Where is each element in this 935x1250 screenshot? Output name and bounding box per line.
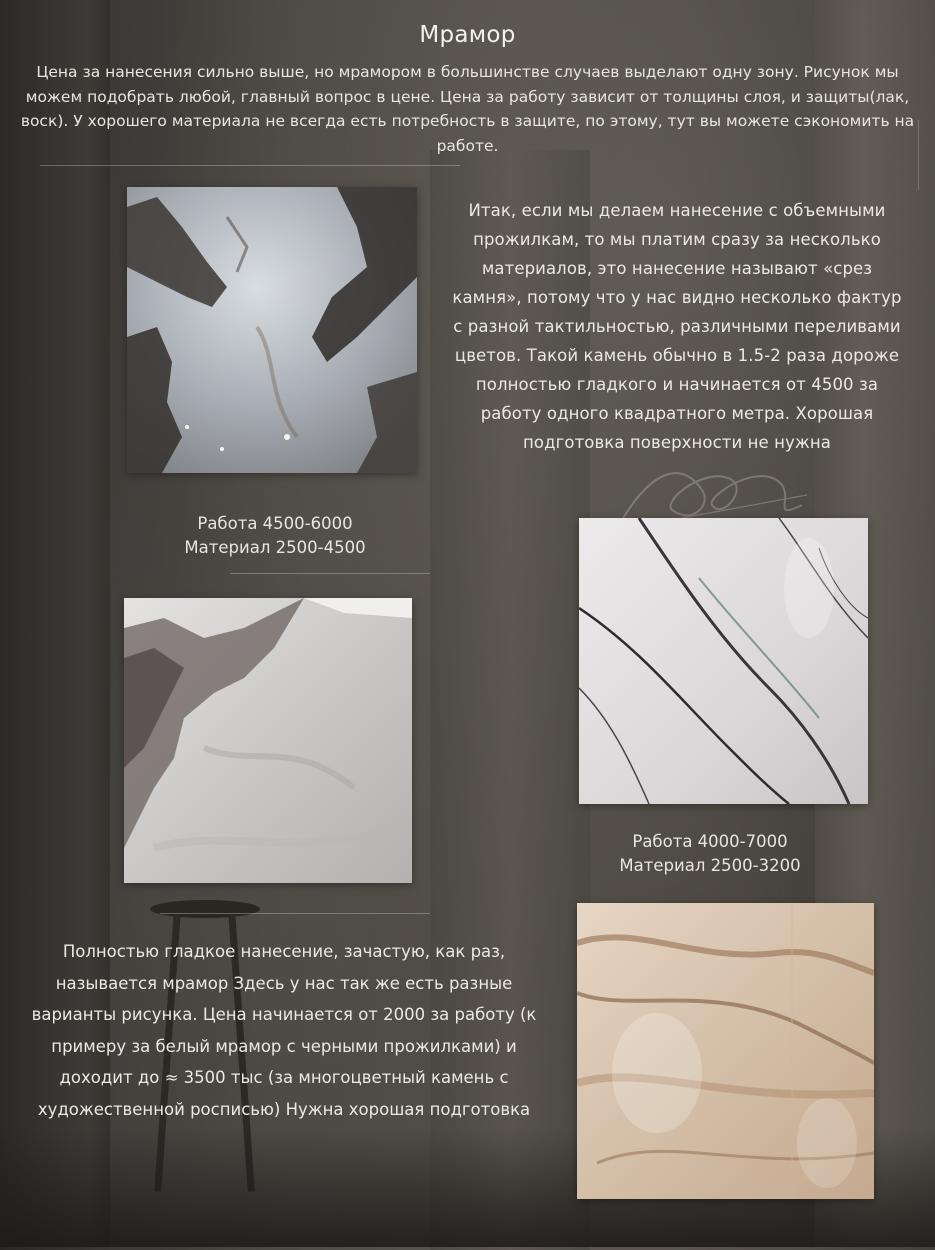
smooth-price-material: Материал 2500-3200: [619, 856, 801, 875]
beige-marble-photo: [577, 903, 874, 1199]
decor-line: [160, 913, 430, 914]
decor-line: [230, 573, 430, 574]
textured-price-block: [150, 512, 400, 560]
textured-price-work: Работа 4500-6000: [197, 514, 353, 533]
smooth-price-work: Работа 4000-7000: [632, 832, 788, 851]
intro-text: Цена за нанесения сильно выше, но мрамором в большинстве случаев выделают одну зону. Рисунок мы можем подобрать любой, главный вопрос в цене. Цена за работу зависит от толщины слоя, и защиты(лак, воск). У хорошего материала не всегда есть потребность в защите, по этому, тут вы можете сэкономить на работе.: [20, 63, 915, 155]
textured-price-material: Материал 2500-4500: [184, 538, 366, 557]
textured-description: Итак, если мы делаем нанесение с объемными прожилкам, то мы платим сразу за несколько материалов, это нанесение называют «срез камня», потому что у нас видно несколько фактур с разной тактильностью, различными переливами цветов. Такой камень обычно в 1.5-2 раза дороже полностью гладкого и начинается от 4500 за работу одного квадратного метра. Хорошая подготовка поверхности не нужна: [452, 201, 902, 452]
smooth-price-block: [580, 830, 840, 878]
smooth-description: Полностью гладкое нанесение, зачастую, как раз, называется мрамор Здесь у нас так же есть разные варианты рисунка. Цена начинается от 2000 за работу (к примеру за белый мрамор с черными прожилками) и доходит до ≈ 3500 тыс (за многоцветный камень с художественной росписью) Нужна хорошая подготовка: [31, 942, 537, 1119]
white-veined-marble-photo: [579, 518, 868, 804]
page-title: Мрамор: [419, 22, 516, 48]
grey-marble-photo: [124, 598, 412, 883]
decor-line: [40, 165, 460, 166]
textured-marble-photo: [127, 187, 417, 473]
